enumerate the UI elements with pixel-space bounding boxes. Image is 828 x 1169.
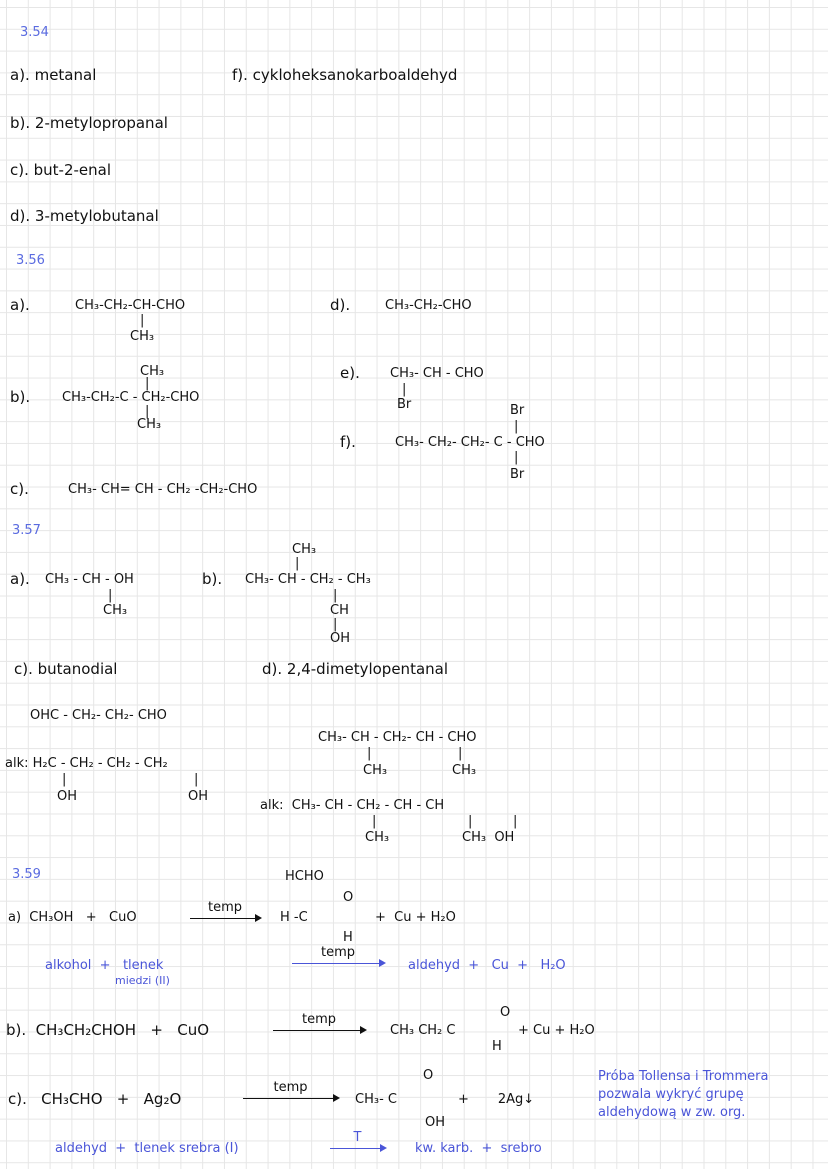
formula-d: CH₃-CH₂-CHO (385, 298, 472, 313)
reaction-c-words-left: aldehyd + tlenek srebra (I) (55, 1141, 239, 1156)
reaction-b-reactants: b). CH₃CH₂CHOH + CuO (6, 1021, 210, 1039)
reaction-c-byproducts: + 2Ag↓ (458, 1092, 535, 1107)
hydrogen: H (492, 1039, 502, 1054)
item-b-label: b). (10, 388, 31, 406)
item-c-name: c). butanodial (14, 660, 118, 678)
item-b-name: b). 2-metylopropanal (10, 114, 168, 132)
reaction-arrow (243, 1080, 338, 1099)
reaction-b-byproducts: + Cu + H₂O (518, 1023, 595, 1038)
tollens-note: Próba Tollensa i Trommera pozwala wykryć grupę aldehydową w zw. org. (598, 1069, 769, 1120)
bond: | (458, 746, 463, 761)
substituent: CH₃ (103, 603, 128, 618)
section-heading-3-56: 3.56 (16, 253, 45, 268)
substituent: CH (330, 603, 349, 618)
hydroxyl: OH (425, 1115, 446, 1130)
item-f-name: f). cykloheksanokarboaldehyd (232, 66, 458, 84)
reaction-b-product: CH₃ CH₂ C (390, 1023, 456, 1038)
item-a-name: a). metanal (10, 66, 97, 84)
substituent: CH₃ (137, 417, 162, 432)
substituent: CH₃ (365, 830, 390, 845)
reaction-a-product: H -C (280, 910, 308, 925)
formula-c: OHC - CH₂- CH₂- CHO (30, 708, 167, 723)
section-heading-3-59: 3.59 (12, 867, 41, 882)
bond: | (108, 588, 113, 603)
formula-b: CH₃-CH₂-C - CH₂-CHO (62, 390, 200, 405)
arrow-label: temp (301, 1012, 337, 1027)
formula-e: CH₃- CH - CHO (390, 366, 484, 381)
formula-a: CH₃-CH₂-CH-CHO (75, 298, 186, 313)
oxygen: O (423, 1068, 434, 1083)
formula-c: CH₃- CH= CH - CH₂ -CH₂-CHO (68, 482, 258, 497)
bond: | (402, 382, 407, 397)
item-a-label: a). (10, 570, 30, 588)
bond: | (514, 419, 519, 434)
reaction-a-words-left: alkohol + tlenek (45, 958, 164, 973)
item-c-label: c). (10, 480, 29, 498)
formula-d: CH₃- CH - CH₂- CH - CHO (318, 730, 477, 745)
formula-f: CH₃- CH₂- CH₂- C - CHO (395, 435, 545, 450)
reaction-arrow (273, 1012, 365, 1031)
item-d-label: d). (330, 296, 351, 314)
arrow-label: temp (320, 945, 356, 960)
bond: | (367, 746, 372, 761)
item-b-label: b). (202, 570, 223, 588)
substituent: CH₃ (363, 763, 388, 778)
bond: | (333, 617, 338, 632)
reaction-a-byproducts: + Cu + H₂O (375, 910, 456, 925)
formula-c-alcohol: alk: H₂C - CH₂ - CH₂ - CH₂ (5, 756, 168, 771)
arrow-label: temp (273, 1080, 308, 1095)
substituent: CH₃ (452, 763, 477, 778)
formula-d-alcohol: alk: CH₃- CH - CH₂ - CH - CH (260, 798, 445, 813)
item-a-label: a). (10, 296, 30, 314)
substituent: Br (397, 397, 412, 412)
arrow-label: T (353, 1130, 362, 1145)
bond: | (145, 404, 150, 419)
oxygen: O (500, 1005, 511, 1020)
formula-a: CH₃ - CH - OH (45, 572, 134, 587)
reaction-arrow (190, 900, 260, 919)
substituent: CH₃ (140, 364, 165, 379)
bond: | (194, 772, 199, 787)
bond: | (145, 376, 150, 391)
item-c-name: c). but-2-enal (10, 161, 112, 179)
bond: | (513, 814, 518, 829)
item-e-label: e). (340, 364, 360, 382)
section-heading-3-54: 3.54 (20, 25, 49, 40)
item-d-name: d). 3-metylobutanal (10, 207, 159, 225)
bond: | (372, 814, 377, 829)
item-f-label: f). (340, 433, 356, 451)
substituent: OH (57, 789, 78, 804)
hydrogen: H (343, 930, 353, 945)
bond: | (140, 313, 145, 328)
substituent: CH₃ (292, 542, 317, 557)
item-d-name: d). 2,4-dimetylopentanal (262, 660, 449, 678)
reaction-c-words-right: kw. karb. + srebro (415, 1141, 542, 1156)
bond: | (295, 556, 300, 571)
reaction-a-words-sub: miedzi (II) (115, 974, 170, 987)
substituent: Br (510, 467, 525, 482)
substituent: OH (330, 631, 351, 646)
substituent: OH (188, 789, 209, 804)
oxygen: O (343, 890, 354, 905)
substituent: CH₃ (130, 329, 155, 344)
substituent: Br (510, 403, 525, 418)
formula-b: CH₃- CH - CH₂ - CH₃ (245, 572, 371, 587)
reaction-a-reactants: a) CH₃OH + CuO (8, 910, 137, 925)
bond: | (514, 450, 519, 465)
reaction-c-reactants: c). CH₃CHO + Ag₂O (8, 1090, 182, 1108)
arrow-label: temp (207, 900, 243, 915)
section-heading-3-57: 3.57 (12, 523, 41, 538)
bond: | (468, 814, 473, 829)
substituent: CH₃ OH (462, 830, 515, 845)
reaction-arrow (292, 945, 384, 964)
reaction-arrow (330, 1130, 385, 1149)
bond: | (333, 588, 338, 603)
formaldehyde-name: HCHO (285, 869, 324, 884)
bond: | (62, 772, 67, 787)
reaction-c-product: CH₃- C (355, 1092, 397, 1107)
reaction-a-words-right: aldehyd + Cu + H₂O (408, 958, 566, 973)
